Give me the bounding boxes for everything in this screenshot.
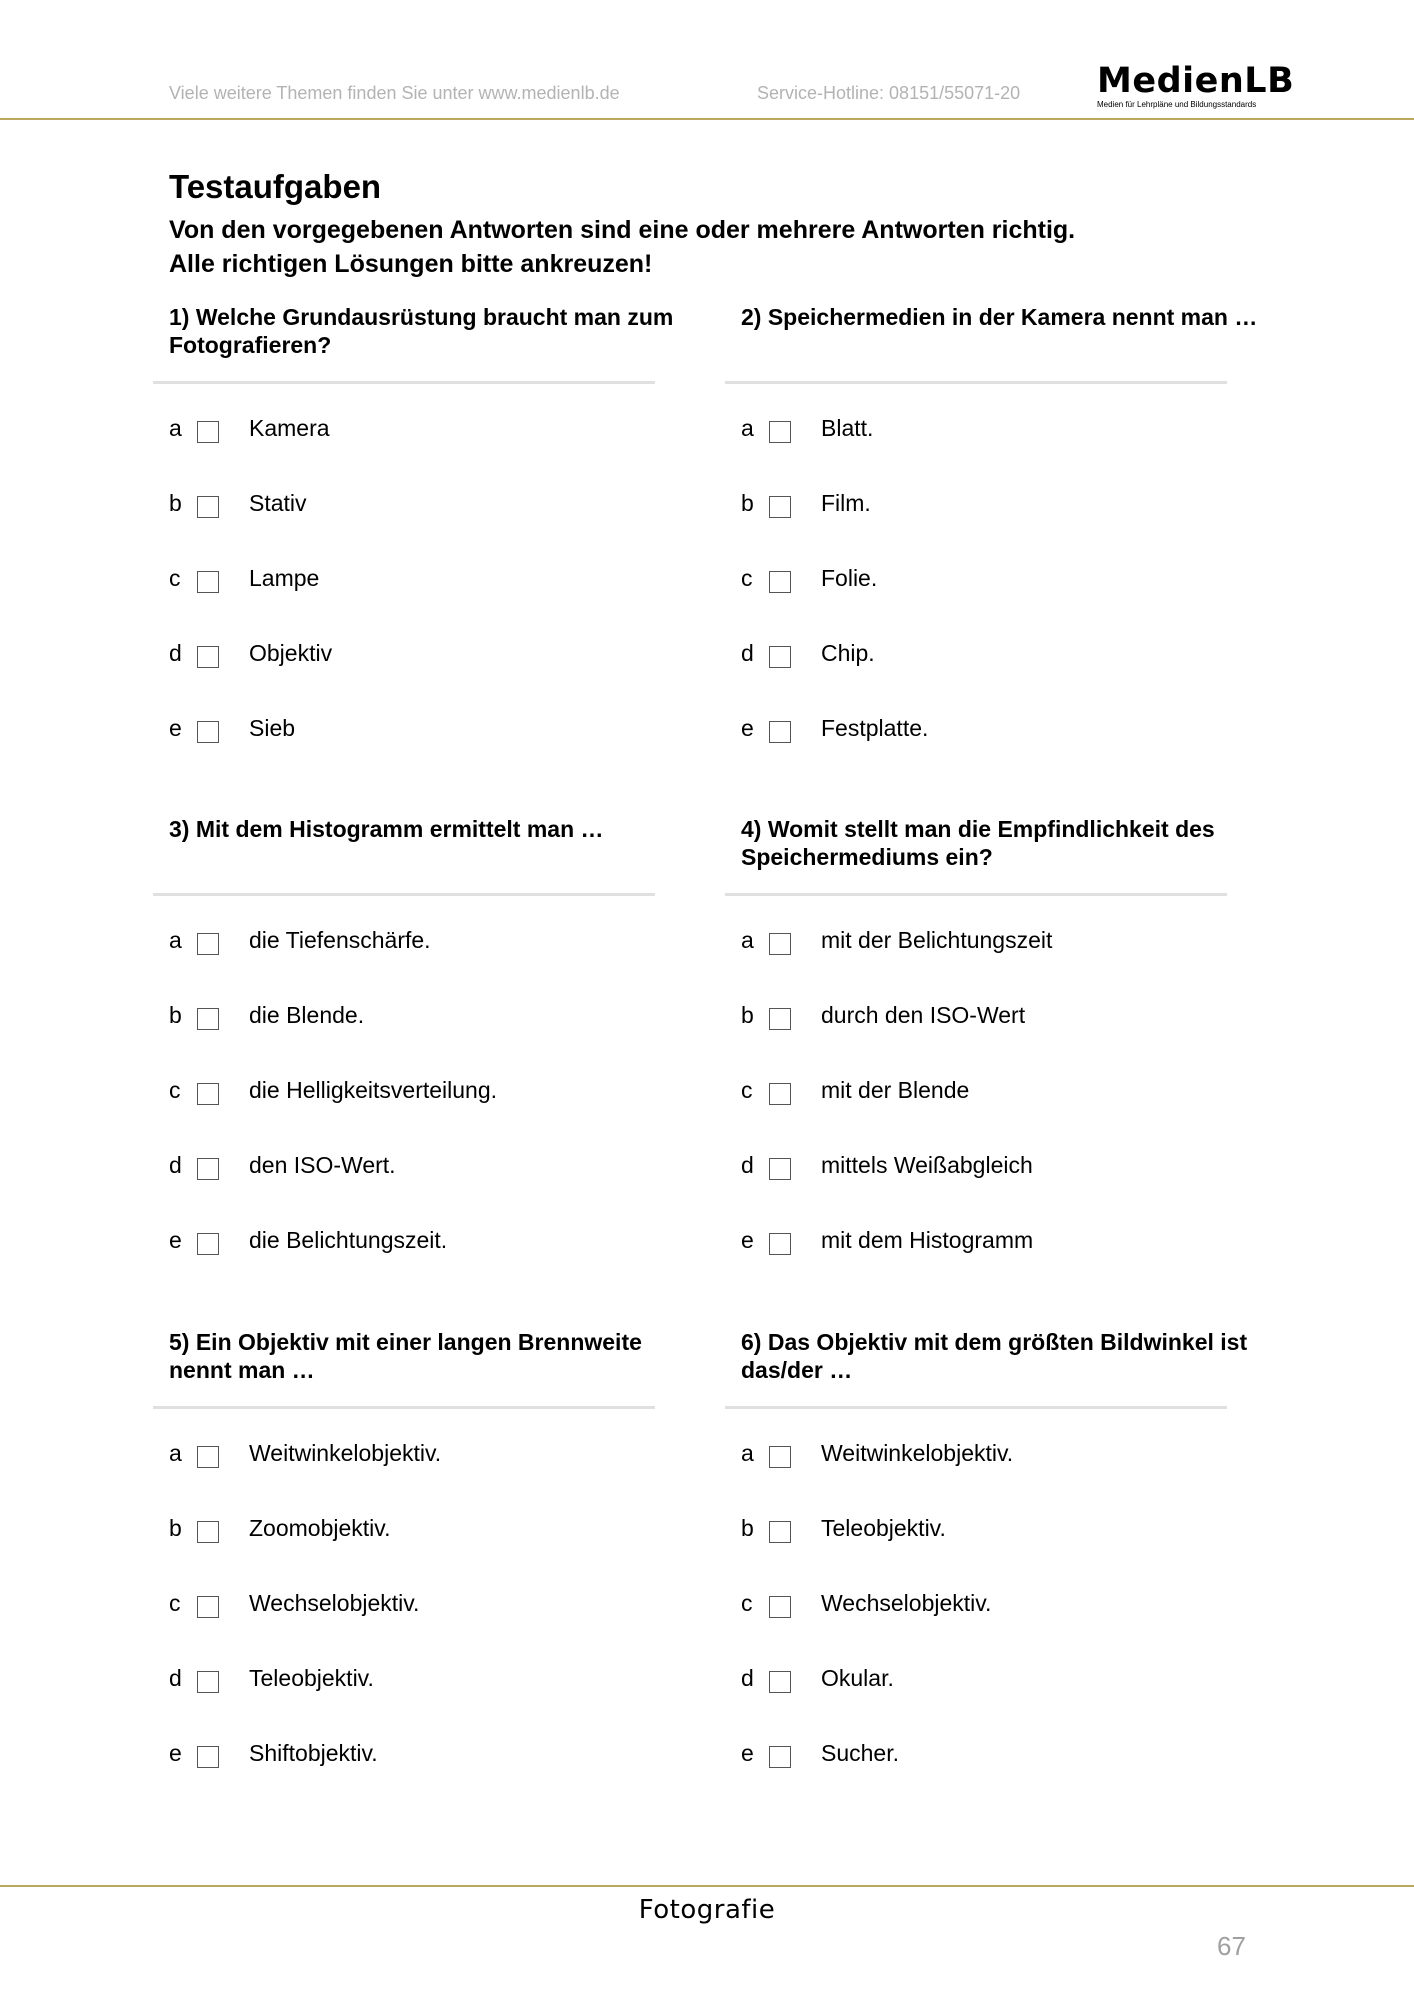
question-text: 3) Mit dem Histogramm ermittelt man …	[169, 816, 604, 842]
logo-tagline: Medien für Lehrpläne und Bildungsstandards	[1097, 100, 1257, 109]
question-text: 1) Welche Grundausrüstung braucht man zum Fotografieren?	[169, 304, 674, 358]
answer-letter: e	[169, 715, 182, 741]
answer-text: Shiftobjektiv.	[249, 1740, 378, 1766]
answer-checkbox[interactable]	[769, 1008, 791, 1030]
answer-letter: e	[169, 1227, 182, 1253]
answer-letter: c	[169, 565, 181, 591]
answer-letter: d	[169, 1665, 182, 1691]
answer-checkbox[interactable]	[769, 646, 791, 668]
question-divider	[725, 893, 1227, 896]
answer-text: durch den ISO-Wert	[821, 1002, 1026, 1028]
medienlb-logo	[1097, 61, 1295, 109]
answer-text: Blatt.	[821, 415, 874, 441]
answer-letter: d	[169, 1152, 182, 1178]
answer-text: Folie.	[821, 565, 878, 591]
answer-text: mit der Belichtungszeit	[821, 927, 1053, 953]
answer-checkbox[interactable]	[769, 1446, 791, 1468]
answer-letter: e	[741, 1227, 754, 1253]
question-text: 4) Womit stellt man die Empfindlichkeit des Speichermediums ein?	[741, 816, 1215, 870]
answer-text: die Helligkeitsverteilung.	[249, 1077, 498, 1103]
answer-checkbox[interactable]	[197, 571, 219, 593]
answer-text: mittels Weißabgleich	[821, 1152, 1033, 1178]
answer-text: Zoomobjektiv.	[249, 1515, 391, 1541]
answer-letter: c	[741, 1077, 753, 1103]
answer-checkbox[interactable]	[197, 1596, 219, 1618]
question-3	[169, 815, 704, 1253]
answer-text: Stativ	[249, 490, 307, 516]
answer-checkbox[interactable]	[197, 1158, 219, 1180]
answer-letter: d	[741, 1665, 754, 1691]
question-divider	[153, 381, 655, 384]
answer-letter: d	[741, 1152, 754, 1178]
question-divider	[725, 381, 1227, 384]
answer-checkbox[interactable]	[197, 1083, 219, 1105]
question-text: 5) Ein Objektiv mit einer langen Brennweite nennt man …	[169, 1329, 642, 1383]
answer-letter: b	[169, 490, 182, 516]
answer-checkbox[interactable]	[769, 1083, 791, 1105]
answer-text: Film.	[821, 490, 871, 516]
question-text: 6) Das Objektiv mit dem größten Bildwinkel ist das/der …	[741, 1329, 1248, 1383]
answer-letter: b	[741, 1515, 754, 1541]
answer-checkbox[interactable]	[769, 1233, 791, 1255]
answer-text: Kamera	[249, 415, 330, 441]
answer-checkbox[interactable]	[769, 496, 791, 518]
answer-checkbox[interactable]	[197, 933, 219, 955]
answer-text: Weitwinkelobjektiv.	[821, 1440, 1014, 1466]
answer-letter: a	[741, 1440, 754, 1466]
answer-letter: b	[169, 1515, 182, 1541]
answer-checkbox[interactable]	[197, 1746, 219, 1768]
answer-checkbox[interactable]	[769, 1596, 791, 1618]
answer-text: Lampe	[249, 565, 320, 591]
answer-checkbox[interactable]	[197, 1521, 219, 1543]
answer-text: Sucher.	[821, 1740, 899, 1766]
answer-letter: e	[741, 715, 754, 741]
answer-checkbox[interactable]	[197, 1008, 219, 1030]
answer-letter: c	[169, 1077, 181, 1103]
answer-checkbox[interactable]	[197, 421, 219, 443]
answer-text: Teleobjektiv.	[249, 1665, 374, 1691]
footer-divider	[0, 1885, 1414, 1887]
page-number: 67	[1217, 1931, 1246, 1961]
footer-subject: Fotografie	[638, 1895, 776, 1925]
instructions	[169, 213, 1075, 281]
page-title: Testaufgaben	[169, 168, 382, 205]
question-5	[169, 1328, 704, 1766]
answer-checkbox[interactable]	[197, 1233, 219, 1255]
answer-letter: b	[741, 1002, 754, 1028]
answer-text: Sieb	[249, 715, 296, 741]
answer-checkbox[interactable]	[197, 496, 219, 518]
question-divider	[725, 1406, 1227, 1409]
question-4	[741, 815, 1276, 1253]
answer-checkbox[interactable]	[197, 1671, 219, 1693]
header-divider	[0, 118, 1414, 120]
answer-text: die Tiefenschärfe.	[249, 927, 431, 953]
answer-letter: c	[741, 565, 753, 591]
answer-text: Teleobjektiv.	[821, 1515, 946, 1541]
question-text: 2) Speichermedien in der Kamera nennt man …	[741, 304, 1258, 330]
answer-checkbox[interactable]	[769, 1671, 791, 1693]
question-divider	[153, 1406, 655, 1409]
answer-text: die Blende.	[249, 1002, 365, 1028]
answer-letter: a	[741, 415, 754, 441]
answer-text: Okular.	[821, 1665, 894, 1691]
answer-text: den ISO-Wert.	[249, 1152, 396, 1178]
answer-checkbox[interactable]	[769, 1158, 791, 1180]
answer-checkbox[interactable]	[769, 721, 791, 743]
header-hotline-text: Service-Hotline: 08151/55071-20	[757, 83, 1021, 103]
answer-letter: a	[169, 1440, 182, 1466]
answer-text: Chip.	[821, 640, 875, 666]
answer-letter: e	[169, 1740, 182, 1766]
answer-letter: c	[741, 1590, 753, 1616]
instructions-line-2: Alle richtigen Lösungen bitte ankreuzen!	[169, 250, 653, 278]
question-6	[741, 1328, 1276, 1766]
answer-letter: e	[741, 1740, 754, 1766]
question-divider	[153, 893, 655, 896]
answer-text: die Belichtungszeit.	[249, 1227, 448, 1253]
question-1	[169, 303, 704, 741]
answer-letter: a	[169, 415, 182, 441]
answer-letter: d	[169, 640, 182, 666]
header-website-text: Viele weitere Themen finden Sie unter www.medienlb.de	[169, 83, 620, 103]
answer-checkbox[interactable]	[769, 421, 791, 443]
answer-letter: c	[169, 1590, 181, 1616]
answer-checkbox[interactable]	[197, 1446, 219, 1468]
answer-checkbox[interactable]	[769, 933, 791, 955]
question-2	[741, 303, 1276, 741]
answer-letter: a	[169, 927, 182, 953]
answer-text: Wechselobjektiv.	[821, 1590, 992, 1616]
answer-checkbox[interactable]	[197, 721, 219, 743]
answer-text: Festplatte.	[821, 715, 929, 741]
instructions-line-1: Von den vorgegebenen Antworten sind eine oder mehrere Antworten richtig.	[169, 216, 1076, 244]
answer-letter: a	[741, 927, 754, 953]
answer-checkbox[interactable]	[769, 1521, 791, 1543]
answer-text: mit der Blende	[821, 1077, 970, 1103]
answer-text: Weitwinkelobjektiv.	[249, 1440, 442, 1466]
answer-text: Wechselobjektiv.	[249, 1590, 420, 1616]
answer-checkbox[interactable]	[197, 646, 219, 668]
answer-text: mit dem Histogramm	[821, 1227, 1034, 1253]
answer-checkbox[interactable]	[769, 571, 791, 593]
answer-letter: d	[741, 640, 754, 666]
logo-wordmark: MedienLB	[1097, 61, 1295, 101]
answer-letter: b	[169, 1002, 182, 1028]
answer-text: Objektiv	[249, 640, 333, 666]
answer-letter: b	[741, 490, 754, 516]
answer-checkbox[interactable]	[769, 1746, 791, 1768]
